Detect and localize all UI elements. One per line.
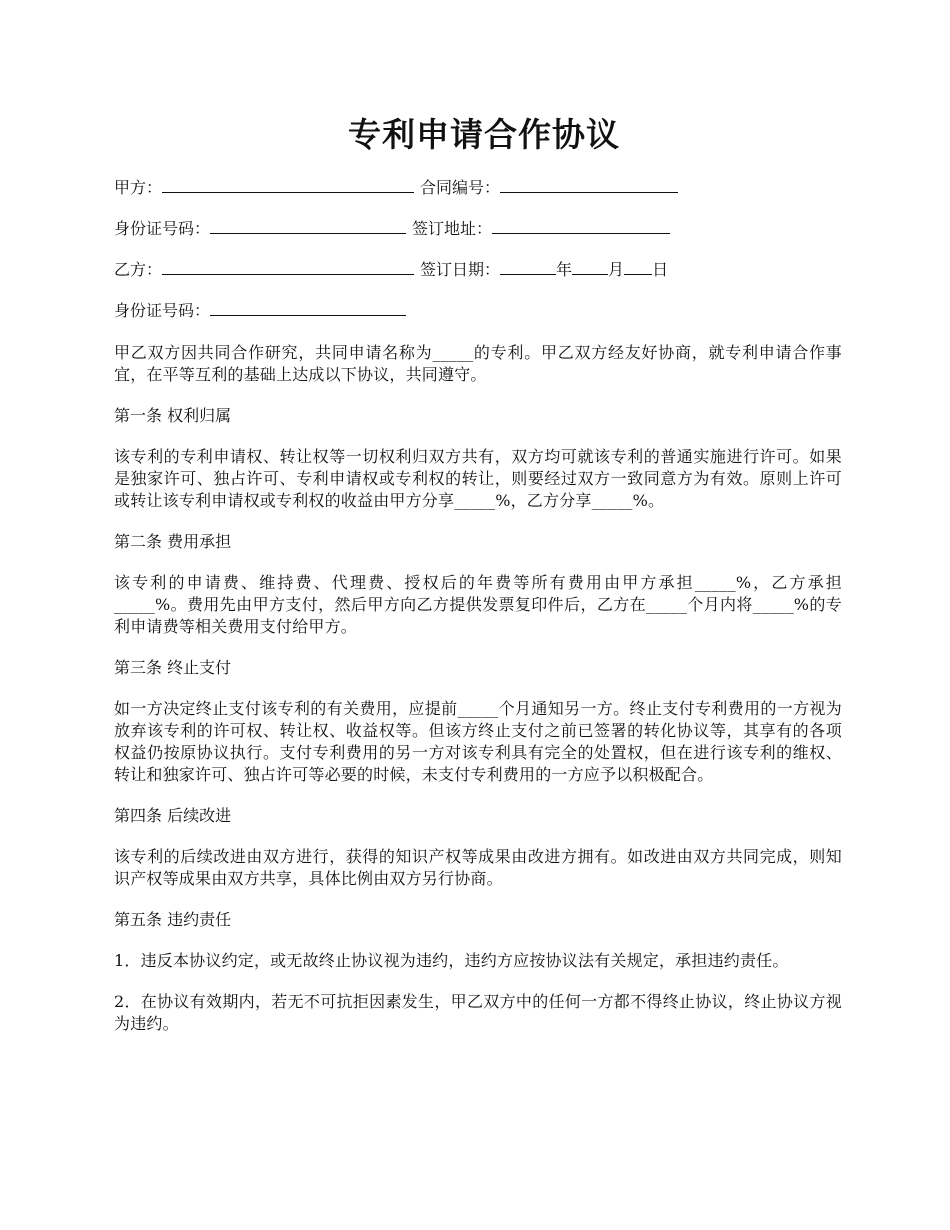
sign-month-blank[interactable] <box>572 258 608 275</box>
article-5-item-2: 2．在协议有效期内，若无不可抗拒因素发生，甲乙双方中的任何一方都不得终止协议，终止协议方视为违约。 <box>114 992 842 1033</box>
sign-day-blank[interactable] <box>624 258 652 275</box>
document-page <box>114 112 842 1054</box>
id-no-row-2 <box>114 299 842 340</box>
document-title: 专利申请合作协议 <box>348 115 620 154</box>
month-label: 月 <box>608 260 625 279</box>
article-5-item-1: 1．违反本协议约定，或无故终止协议视为违约，违约方应按协议法有关规定，承担违约责任。 <box>114 951 789 970</box>
party-b-label: 乙方： <box>114 260 163 279</box>
id-no-label-1: 身份证号码： <box>114 219 211 238</box>
party-b-row <box>114 258 842 299</box>
article-5-heading: 第五条 违约责任 <box>114 910 232 929</box>
article-4-body: 该专利的后续改进由双方进行，获得的知识产权等成果由改进方拥有。如改进由双方共同完成，则知识产权等成果由双方共享，具体比例由双方另行协商。 <box>114 847 842 888</box>
year-label: 年 <box>556 260 573 279</box>
day-label: 日 <box>652 260 669 279</box>
article-3-heading: 第三条 终止支付 <box>114 658 232 677</box>
article-2-heading: 第二条 费用承担 <box>114 532 232 551</box>
article-4-heading: 第四条 后续改进 <box>114 806 232 825</box>
id-no-label-2: 身份证号码： <box>114 301 211 320</box>
party-b-blank[interactable] <box>162 258 414 275</box>
sign-year-blank[interactable] <box>500 258 556 275</box>
sign-address-blank[interactable] <box>492 217 670 234</box>
article-2-body: 该专利的申请费、维持费、代理费、授权后的年费等所有费用由甲方承担_____%，乙方承担_____%。费用先由甲方支付，然后甲方向乙方提供发票复印件后，乙方在_____个月内将_____%的专利申请费等相关费用支付给甲方。 <box>114 573 842 636</box>
sign-address-label: 签订地址： <box>412 219 493 238</box>
article-1-body: 该专利的专利申请权、转让权等一切权利归双方共有，双方均可就该专利的普通实施进行许可。如果是独家许可、独占许可、专利申请权或专利权的转让，则要经过双方一致同意方为有效。原则上许可或转让该专利申请权或专利权的收益由甲方分享_____%，乙方分享_____%。 <box>114 447 842 510</box>
id-no-blank-2[interactable] <box>210 299 406 316</box>
article-3-body: 如一方决定终止支付该专利的有关费用，应提前_____个月通知另一方。终止支付专利费用的一方视为放弃该专利的许可权、转让权、收益权等。但该方终止支付之前已签署的转化协议等，其享有的各项权益仍按原协议执行。支付专利费用的另一方对该专利具有完全的处置权，但在进行该专利的维权、转让和独家许可、独占许可等必要的时候，未支付专利费用的一方应予以积极配合。 <box>114 699 842 784</box>
contract-no-label: 合同编号： <box>420 178 501 197</box>
party-a-row <box>114 176 842 217</box>
sign-date-label: 签订日期： <box>420 260 501 279</box>
party-a-blank[interactable] <box>162 176 414 193</box>
contract-no-blank[interactable] <box>500 176 678 193</box>
id-no-row-1 <box>114 217 842 258</box>
id-no-blank-1[interactable] <box>210 217 406 234</box>
party-a-label: 甲方： <box>114 178 163 197</box>
article-1-heading: 第一条 权利归属 <box>114 406 232 425</box>
intro-paragraph: 甲乙双方因共同合作研究，共同申请名称为_____的专利。甲乙双方经友好协商，就专利申请合作事宜，在平等互利的基础上达成以下协议，共同遵守。 <box>114 343 842 384</box>
